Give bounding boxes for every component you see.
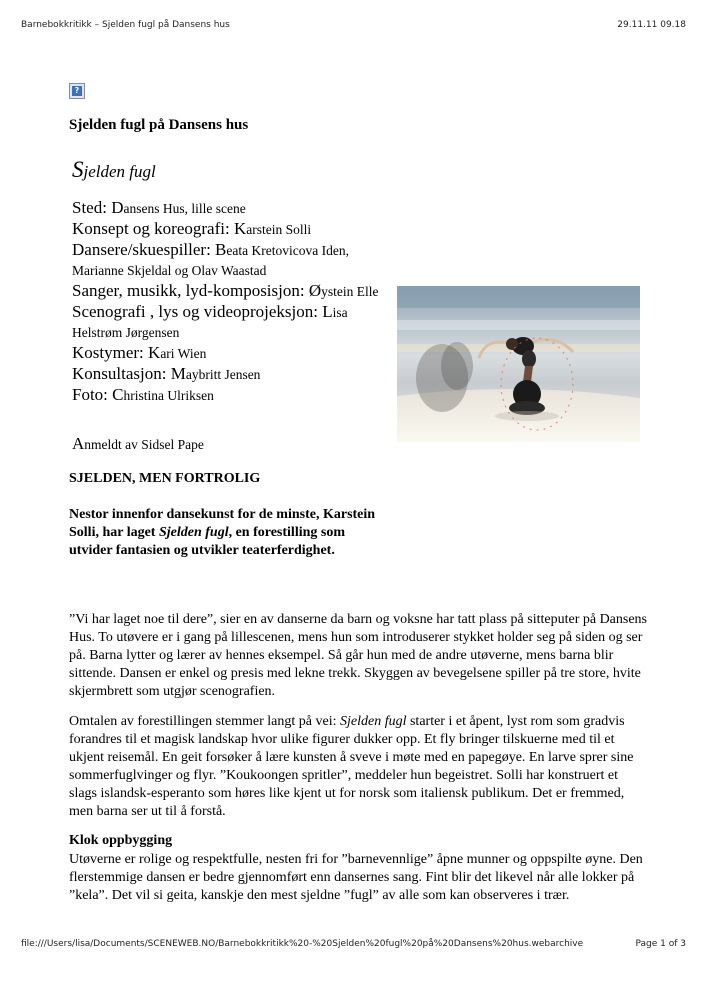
article-title: Sjelden fugl på Dansens hus	[69, 117, 249, 133]
reviewer-name: nmeldt av Sidsel Pape	[84, 437, 204, 452]
section-heading: SJELDEN, MEN FORTROLIG	[69, 471, 261, 486]
credit-line	[72, 364, 382, 385]
lead-text-end: , en forestilling som utvider fantasien og utvikler teaterferdighet.	[69, 525, 345, 558]
body-paragraph-3: Utøverne er rolige og respektfulle, nesten fri for ”barnevennlige” åpne munner og oppspilte øyne. Den flerstemmige dansen er bedre gjennomført enn dansernes sang. Fint blir det likevel når alle lokker på ”kela”. Det vil si geita, kanskje den mest sjeldne ”fugl” av alle som kan observeres i trær.	[69, 852, 643, 903]
article-subtitle	[72, 157, 156, 183]
paragraph-text-end: starter i et åpent, lyst rom som gradvis forandres til et magisk landskap hvor ulike figurer dukker opp. Et fly bringer tilskuerne med til et ukjent reisemål. En geit forsøker å lære kunsten å sveve i møte med en papegøye. En larve sprer sine sommerfuglvinger og flyr. ”Koukoongen spritler”, meddeler hun begeistret. Solli har konstruert et slags islandsk-esperanto som høres like kjent ut for norsk som italiensk publikum. Det er fremmed, men barna ser ut til å forstå.	[69, 714, 634, 819]
credit-line	[72, 343, 382, 364]
credit-key: Dansere/skuespiller:	[72, 240, 216, 259]
credit-key: Kostymer:	[72, 343, 149, 362]
body-paragraph-2	[69, 713, 649, 821]
lead-title-italic: Sjelden fugl	[158, 525, 229, 540]
credit-key: Scenografi , lys og videoprojeksjon:	[72, 302, 323, 321]
credit-line	[72, 198, 382, 219]
lead-text: Nestor innenfor dansekunst for de minste, Karstein Solli, har laget	[69, 507, 376, 540]
credit-value: ari Wien	[160, 346, 207, 361]
credit-key: Konsept og koreografi:	[72, 219, 234, 238]
print-footer-page: Page 1 of 3	[635, 939, 686, 949]
credit-initial: K	[148, 343, 161, 362]
credit-initial: D	[111, 198, 124, 217]
credits-block	[72, 198, 382, 406]
print-footer-url: file:///Users/lisa/Documents/SCENEWEB.NO/Barnebokkritikk%20-%20Sjelden%20fugl%20på%20Dansens%20hus.webarchive	[21, 939, 584, 949]
paragraph-title-italic: Sjelden fugl	[339, 714, 407, 729]
reviewer-line	[72, 434, 204, 454]
credit-line	[72, 281, 382, 302]
credit-value: arstein Solli	[246, 222, 312, 237]
credit-line	[72, 385, 382, 406]
credit-line	[72, 302, 382, 343]
credit-key: Foto:	[72, 385, 113, 404]
credit-initial: K	[233, 219, 247, 238]
body-paragraph-1: ”Vi har laget noe til dere”, sier en av danserne da barn og voksne har tatt plass på sitteputer på Dansens Hus. To utøvere er i gang på lillescenen, mens hun som introduserer stykket holder seg på siden og ser på. Barna lytter og lærer av hennes eksempel. Så går hun med de andre utøverne, mens barna blir sittende. Dansen er enkel og presis med lekne trekk. Skyggen av bevegelsene spiller på tre store, hvite skjermbrett som utgjør scenografien.	[69, 612, 648, 699]
credit-initial: B	[215, 240, 227, 259]
credit-value: ystein Elle	[321, 284, 379, 299]
credit-value: eata Kretovicova Iden, Marianne Skjeldal og Olav Waastad	[72, 243, 349, 278]
credit-line	[72, 219, 382, 240]
credit-key: Konsultasjon:	[72, 364, 171, 383]
paragraph-text: Omtalen av forestillingen stemmer langt på vei:	[69, 714, 340, 729]
print-header-title: Barnebokkritikk – Sjelden fugl på Dansens hus	[21, 20, 230, 30]
credit-key: Sanger, musikk, lyd-komposisjon:	[72, 281, 309, 300]
credit-initial: L	[322, 302, 333, 321]
subtitle-initial: S	[72, 157, 84, 182]
lead-paragraph	[69, 506, 389, 560]
question-mark-icon[interactable]: ?	[69, 83, 85, 99]
print-header-datetime: 29.11.11 09.18	[617, 20, 686, 30]
credit-value: aybritt Jensen	[185, 367, 261, 382]
reviewer-initial: A	[72, 434, 85, 453]
performance-photo	[397, 286, 640, 442]
credit-value: ansens Hus, lille scene	[123, 201, 246, 216]
credit-initial: C	[112, 385, 124, 404]
credit-initial: Ø	[308, 281, 322, 300]
credit-line	[72, 240, 382, 281]
subtitle-rest: jelden fugl	[83, 162, 156, 181]
subheading: Klok oppbygging	[69, 833, 173, 848]
credit-key: Sted:	[72, 198, 112, 217]
credit-value: hristina Ulriksen	[123, 388, 214, 403]
credit-initial: M	[170, 364, 186, 383]
credit-value: isa Helstrøm Jørgensen	[72, 305, 348, 340]
